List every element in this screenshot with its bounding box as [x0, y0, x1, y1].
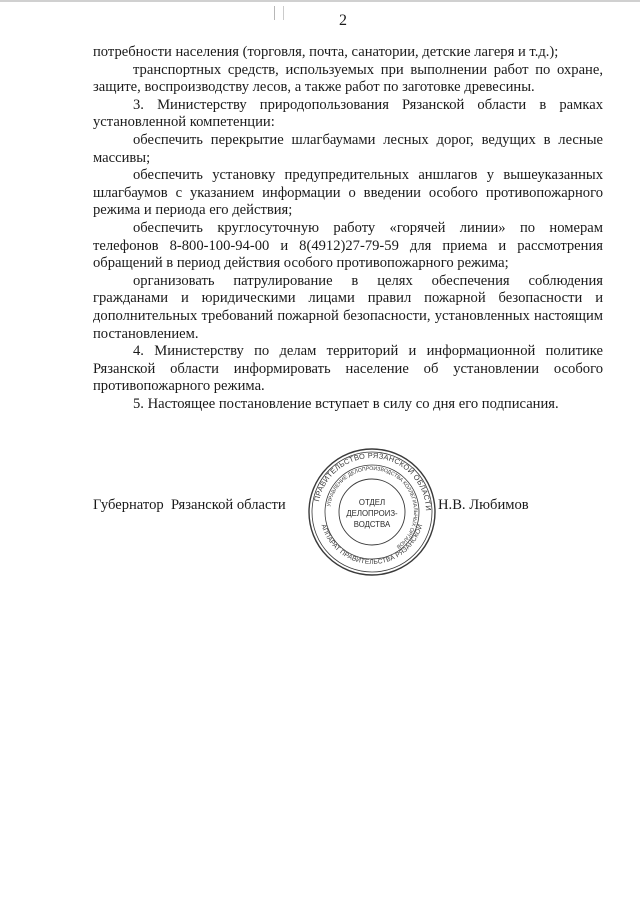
page-top-edge: [0, 0, 640, 2]
seal-center-line-1: ОТДЕЛ: [358, 498, 386, 507]
official-seal: [306, 446, 438, 578]
seal-outer-text: ПРАВИТЕЛЬСТВО РЯЗАНСКОЙ ОБЛАСТИ: [312, 450, 434, 512]
seal-center-line-3: ВОДСТВА: [353, 520, 391, 529]
seal-bottom-text: АППАРАТ ПРАВИТЕЛЬСТВА РЯЗАНСКОЙ: [319, 523, 425, 567]
paragraph: обеспечить круглосуточную работу «горячей линии» по номерам телефонов 8-800-100-94-00 и 8(4912)27-79-59 для приема и рассмотрения обращений в период действия особого противопожарного режима;: [93, 219, 603, 272]
paragraph: организовать патрулирование в целях обеспечения соблюдения гражданами и юридическими лицами правил пожарной безопасности и дополнительных требований пожарной безопасности, установленных настоящим постановлением.: [93, 272, 603, 342]
paragraph: 3. Министерству природопользования Рязанской области в рамках установленной компетенции:: [93, 96, 603, 131]
page-number: 2: [339, 12, 347, 29]
seal-inner-text: УПРАВЛЕНИЕ ДЕЛОПРОИЗВОДСТВА КОЛЛЕГИАЛЬНЫХ ОРГАНОВ: [326, 465, 419, 550]
paragraph: потребности населения (торговля, почта, санатории, детские лагеря и т.д.);: [93, 44, 559, 60]
paragraph: обеспечить установку предупредительных аншлагов у вышеуказанных шлагбаумов с указанием информации о введении особого противопожарного режима и периода его действия;: [93, 167, 603, 219]
paragraph: 5. Настоящее постановление вступает в силу со дня его подписания.: [133, 395, 559, 412]
paragraph: транспортных средств, используемых при выполнении работ по охране, защите, воспроизводству лесов, а также работ по заготовке древесины.: [93, 61, 603, 96]
paragraph: 4. Министерству по делам территорий и информационной политике Рязанской области информировать население об установлении особого противопожарного режима.: [93, 343, 603, 395]
paragraph: обеспечить перекрытие шлагбаумами лесных дорог, ведущих в лесные массивы;: [93, 131, 603, 166]
seal-center-line-2: ДЕЛОПРОИЗ-: [346, 509, 398, 518]
signatory-position: Губернатор Рязанской области: [93, 497, 286, 513]
document-body: [93, 44, 603, 413]
signatory-name: Н.В. Любимов: [438, 497, 529, 513]
